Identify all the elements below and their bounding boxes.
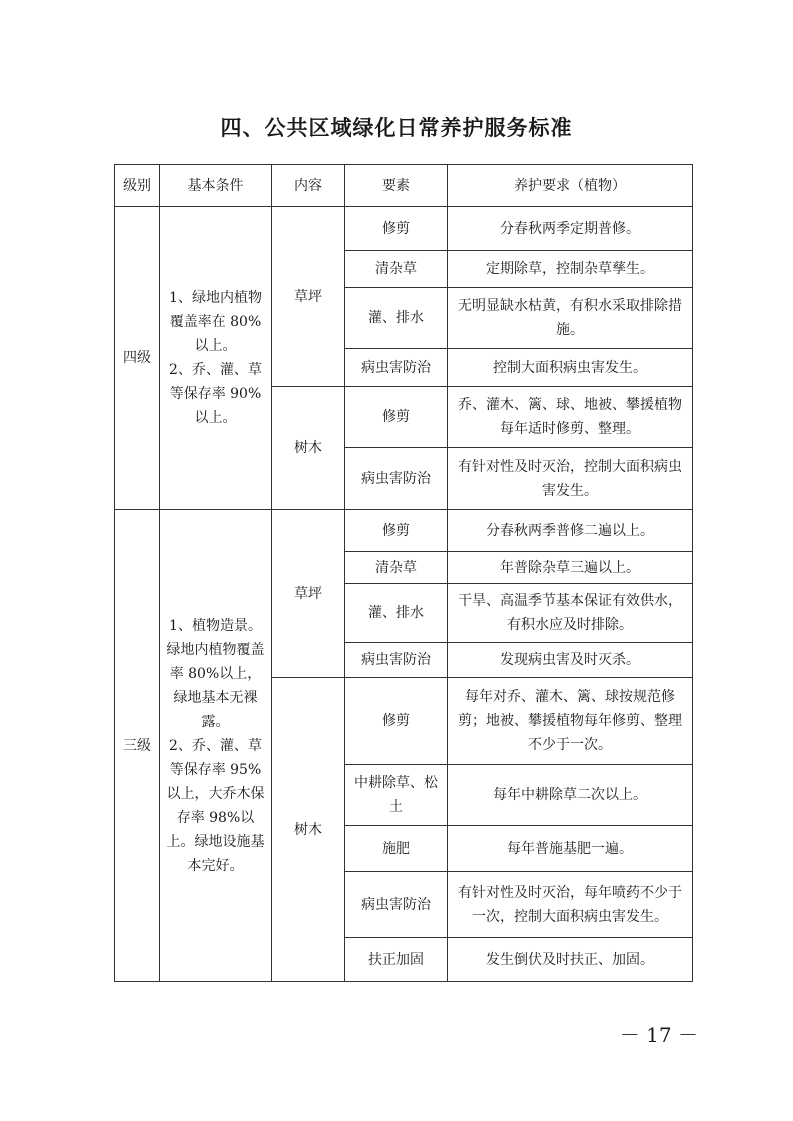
header-condition: 基本条件: [160, 165, 272, 207]
maintenance-standard-table: [114, 164, 693, 982]
factor-cell: 清杂草: [345, 552, 448, 584]
requirement-cell: 定期除草，控制杂草孳生。: [448, 251, 693, 288]
condition-text: 1、绿地内植物覆盖率在 80%以上。 2、乔、灌、草等保存率 90%以上。: [169, 290, 262, 426]
factor-cell: 清杂草: [345, 251, 448, 288]
table-row: [115, 207, 693, 251]
header-level: 级别: [115, 165, 160, 207]
requirement-cell: 控制大面积病虫害发生。: [448, 349, 693, 387]
requirement-cell: 每年对乔、灌木、篱、球按规范修剪；地被、攀援植物每年修剪、整理不少于一次。: [448, 678, 693, 765]
factor-cell: 修剪: [345, 207, 448, 251]
level-cell: 三级: [115, 510, 160, 982]
condition-cell: [160, 207, 272, 510]
header-requirement: 养护要求（植物）: [448, 165, 693, 207]
factor-cell: 施肥: [345, 826, 448, 872]
table-row: [115, 510, 693, 552]
content-cell: 树木: [272, 387, 345, 510]
page-number: － 17 －: [619, 1023, 698, 1047]
requirement-cell: 发现病虫害及时灭杀。: [448, 643, 693, 678]
content-cell: 树木: [272, 678, 345, 982]
level-cell: 四级: [115, 207, 160, 510]
requirement-cell: 分春秋两季定期普修。: [448, 207, 693, 251]
condition-cell: [160, 510, 272, 982]
requirement-cell: 无明显缺水枯黄，有积水采取排除措施。: [448, 288, 693, 349]
factor-cell: 病虫害防治: [345, 349, 448, 387]
page-title: 四、公共区域绿化日常养护服务标准: [220, 116, 573, 140]
content-cell: 草坪: [272, 207, 345, 387]
factor-cell: 病虫害防治: [345, 643, 448, 678]
table-header-row: [115, 165, 693, 207]
requirement-cell: 每年中耕除草二次以上。: [448, 765, 693, 826]
factor-cell: 中耕除草、松土: [345, 765, 448, 826]
content-cell: 草坪: [272, 510, 345, 678]
requirement-cell: 干旱、高温季节基本保证有效供水，有积水应及时排除。: [448, 584, 693, 643]
factor-cell: 扶正加固: [345, 938, 448, 982]
factor-cell: 病虫害防治: [345, 872, 448, 938]
header-factor: 要素: [345, 165, 448, 207]
header-content: 内容: [272, 165, 345, 207]
factor-cell: 修剪: [345, 387, 448, 448]
requirement-cell: 每年普施基肥一遍。: [448, 826, 693, 872]
factor-cell: 病虫害防治: [345, 448, 448, 510]
factor-cell: 修剪: [345, 510, 448, 552]
requirement-cell: 有针对性及时灭治，控制大面积病虫害发生。: [448, 448, 693, 510]
requirement-cell: 乔、灌木、篱、球、地被、攀援植物每年适时修剪、整理。: [448, 387, 693, 448]
factor-cell: 灌、排水: [345, 584, 448, 643]
condition-text: 1、植物造景。绿地内植物覆盖率 80%以上，绿地基本无裸露。 2、乔、灌、草等保存率 95%以上，大乔木保存率 98%以上。绿地设施基本完好。: [166, 617, 265, 874]
requirement-cell: 年普除杂草三遍以上。: [448, 552, 693, 584]
requirement-cell: 有针对性及时灭治，每年喷药不少于一次，控制大面积病虫害发生。: [448, 872, 693, 938]
requirement-cell: 分春秋两季普修二遍以上。: [448, 510, 693, 552]
factor-cell: 修剪: [345, 678, 448, 765]
requirement-cell: 发生倒伏及时扶正、加固。: [448, 938, 693, 982]
factor-cell: 灌、排水: [345, 288, 448, 349]
